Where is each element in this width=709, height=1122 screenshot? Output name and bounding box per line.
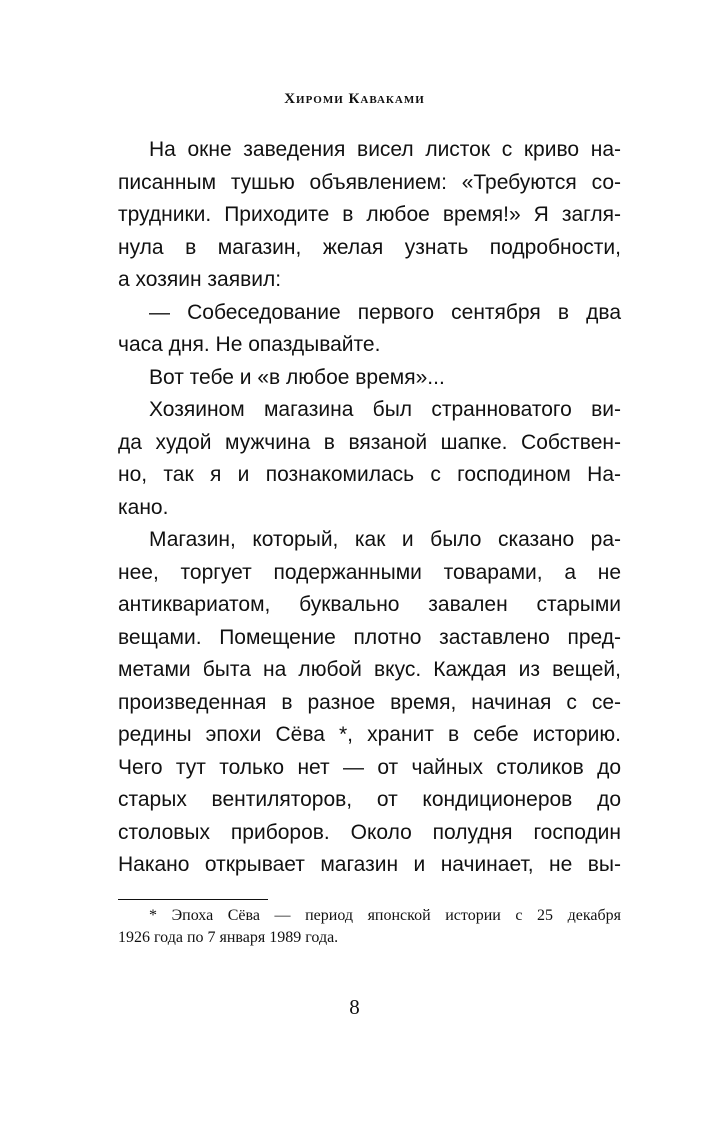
text-line: Хозяином магазина был странноватого ви- [149, 398, 621, 421]
text-line: Чего тут только нет — от чайных столиков до [118, 755, 621, 779]
footnote-divider [118, 899, 268, 900]
text-line: кано. [118, 495, 169, 519]
footnote-line: * Эпоха Сёва — период японской истории с 25 декабря [149, 907, 621, 924]
text-line: нее, торгует подержанными товарами, а не [118, 560, 621, 584]
text-line: Магазин, который, как и было сказано ра- [149, 528, 621, 551]
text-line: да худой мужчина в вязаной шапке. Собствен- [118, 430, 621, 454]
footnote [118, 905, 621, 949]
running-head: Хироми Каваками [284, 91, 425, 107]
footnote-line: 1926 года по 7 января 1989 года. [118, 929, 339, 946]
text-line: Накано открывает магазин и начинает, не вы- [118, 853, 621, 876]
text-line: нула в магазин, желая узнать подробности, [118, 235, 621, 259]
text-line: часа дня. Не опаздывайте. [118, 333, 381, 356]
text-line: редины эпохи Сёва *, хранит в себе историю. [118, 723, 621, 746]
text-line: На окне заведения висел листок с криво на- [149, 138, 621, 161]
text-line: но, так я и познакомилась с господином На- [118, 463, 621, 486]
text-line: произведенная в разное время, начиная с се- [118, 690, 621, 714]
text-line: писанным тушью объявлением: «Требуются со- [118, 170, 621, 194]
text-line: трудники. Приходите в любое время!» Я загля- [118, 203, 621, 226]
text-line: а хозяин заявил: [118, 268, 282, 291]
text-line: метами быта на любой вкус. Каждая из вещей, [118, 658, 621, 681]
text-line: антиквариатом, буквально завален старыми [118, 593, 621, 616]
text-line: старых вентиляторов, от кондиционеров до [118, 788, 621, 811]
text-line: вещами. Помещение плотно заставлено пред- [118, 625, 621, 649]
body-text [118, 134, 621, 882]
text-line: — Собеседование первого сентября в два [149, 300, 621, 324]
text-line: столовых приборов. Около полудня господин [118, 820, 621, 844]
page-number: 8 [349, 995, 360, 1019]
text-line: Вот тебе и «в любое время»... [149, 365, 445, 389]
